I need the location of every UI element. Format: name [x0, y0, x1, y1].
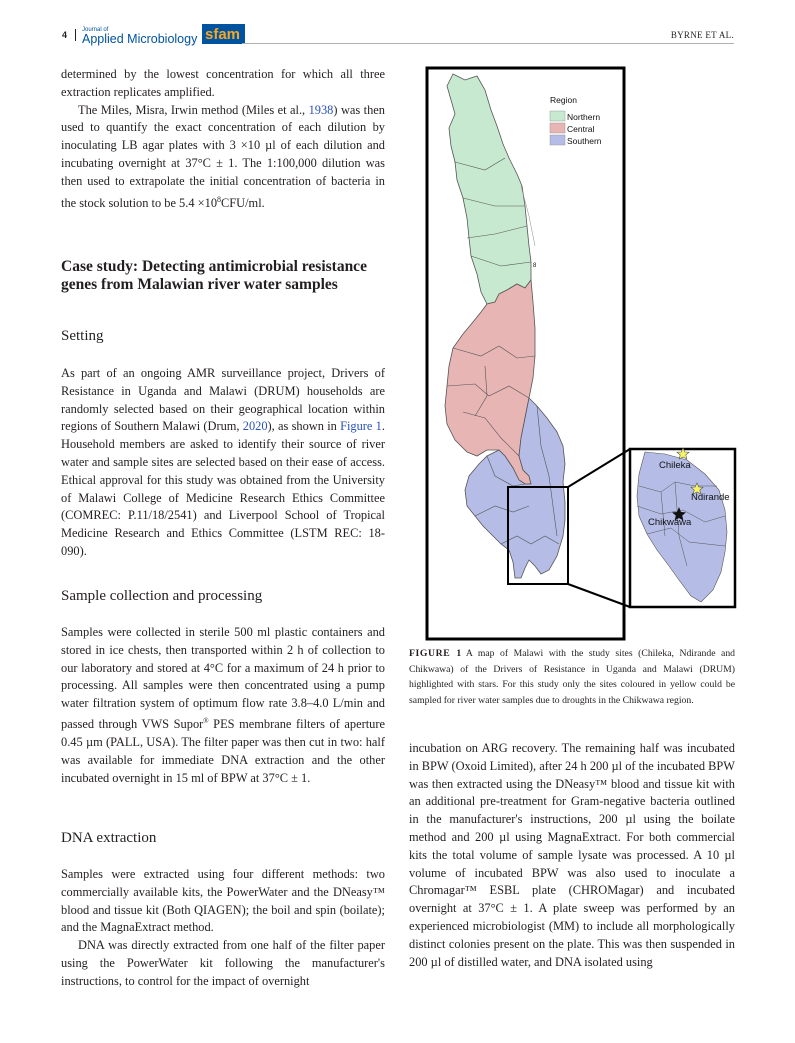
paragraph: Samples were collected in sterile 500 ml plastic containers and stored in ice chests, then transported within 2 h of collection to our laboratory and stored at 4°C for a maximum of 24 h prior to processing. All samples were then concentrated using a pump water filtration system of optimum flow rate 3.8–4.0 L/min and passed through VWS Supor® PES membrane filters of aperture 0.45 µm (PALL, USA). The filter paper was then cut in two: half was available for immediate DNA extraction and the other incubated overnight in 15 ml of BPW at 37°C ± 1. — [61, 625, 385, 785]
legend-swatch-central — [550, 123, 565, 133]
legend-swatch-southern — [550, 135, 565, 145]
legend-label-southern: Southern — [567, 136, 602, 146]
paragraph: DNA was directly extracted from one half of the filter paper using the PowerWater kit following the manufacturer's instructions, to control for the impact of overnight — [61, 938, 385, 988]
figure-caption — [409, 646, 735, 709]
malawi-map-figure — [425, 66, 737, 641]
journal-title-small: Journal of — [82, 27, 109, 33]
map-note: 8 — [533, 263, 537, 269]
sample-collection-text — [61, 624, 385, 787]
legend-swatch-northern — [550, 111, 565, 121]
sample-collection-heading: Sample collection and processing — [61, 588, 263, 604]
caption-label: FIGURE 1 — [409, 648, 462, 659]
chikwawa-label: Chikwawa — [648, 517, 692, 528]
running-head: BYRNE ET AL. — [670, 30, 734, 40]
journal-title-main: Applied Microbiology — [82, 32, 198, 46]
region-northern — [447, 74, 531, 304]
setting-heading: Setting — [61, 328, 104, 344]
dna-extraction-heading: DNA extraction — [61, 830, 157, 846]
legend-title: Region — [550, 95, 577, 105]
legend-label-central: Central — [567, 124, 595, 134]
paragraph: incubation on ARG recovery. The remaining half was incubated in BPW (Oxoid Limited), after 24 h 200 µl of the incubated BPW was then extracted using the DNeasy™ blood and tissue kit with an additional pre-treatment for Gram-negative bacteria outlined in the manufacturer's instructions, 200 µl using the boilate method and 200 µl using MagnaExtract. For both commercial kits the total volume of sample lysate was processed. A 10 µl volume of incubated BPW was also used to inoculate a Chromagar™ ESBL plate (CHROMagar) and incubated overnight at 37°C ± 1. A plate sweep was performed by an experienced microbiologist (MM) to include all morphologically distinct colonies present on the plate. This was then suspended in 200 µl of distilled water, and DNA isolated using — [409, 741, 735, 969]
paragraph: Samples were extracted using four different methods: two commercially available kits, the PowerWater and the DNeasy™ blood and tissue kit (Both QIAGEN); the boil and spin (boilate); and the MagnaExtract method. — [61, 867, 385, 935]
header-rule — [242, 43, 734, 44]
journal-title[interactable] — [82, 27, 197, 46]
figure-link[interactable]: Figure 1 — [340, 419, 382, 434]
header-divider — [75, 29, 76, 41]
paragraph: The Miles, Misra, Irwin method (Miles et al., 1938) was then used to quantify the exact concentration of each dilution by inoculating LB agar plates with 3 ×10 µl of each dilution and incubating overnight at 37°C ± 1. The 1:100,000 dilution was then used to extrapolate the initial concentration of bacteria in the stock solution to be $5.4 \times 10^8CFU/ml$. — [61, 102, 385, 210]
citation-link[interactable]: 1938 — [308, 102, 334, 117]
caption-text: A map of Malawi with the study sites (Chileka, Ndirande and Chikwawa) of the Drivers of Resistance in Uganda and Malawi (DRUM) highlighted with stars. For this study only the sites coloured in yellow could be sampled for river water samples due to droughts in the Chikwawa region. — [409, 648, 736, 707]
sfam-logo — [202, 24, 245, 44]
paragraph: As part of an ongoing AMR surveillance project, Drivers of Resistance in Uganda and Malawi (DRUM) households are randomly selected based on their geographical location within regions of Southern Malawi (Drum, 2020), as shown in Figure 1. Household members are asked to identify their source of river water and sample sites are selected based on their ease of access. Ethical approval for this study was obtained from the University of Malawi College of Medicine Research Ethics Committee (COMREC: P.11/18/2541) and Liverpool School of Tropical Medicine Research and Ethics Committee (LSTM REC: 18-090). — [61, 366, 385, 558]
inset-connector — [568, 449, 630, 487]
intro-text — [61, 66, 385, 213]
dna-extraction-text — [61, 866, 385, 991]
ndirande-label: Ndirande — [691, 492, 730, 503]
right-column-text — [409, 740, 735, 971]
paragraph: determined by the lowest concentration for which all three extraction replicates amplified. — [61, 67, 385, 99]
chileka-label: Chileka — [659, 460, 691, 471]
case-study-heading: Case study: Detecting antimicrobial resistance genes from Malawian river water samples — [61, 258, 367, 293]
svg-text:sfam: sfam — [205, 26, 241, 43]
citation-link[interactable]: 2020 — [242, 419, 268, 434]
page-header — [62, 27, 734, 47]
legend-label-northern: Northern — [567, 112, 601, 122]
setting-text — [61, 365, 385, 561]
page-number: 4 — [62, 30, 68, 40]
inset-connector — [568, 584, 630, 607]
